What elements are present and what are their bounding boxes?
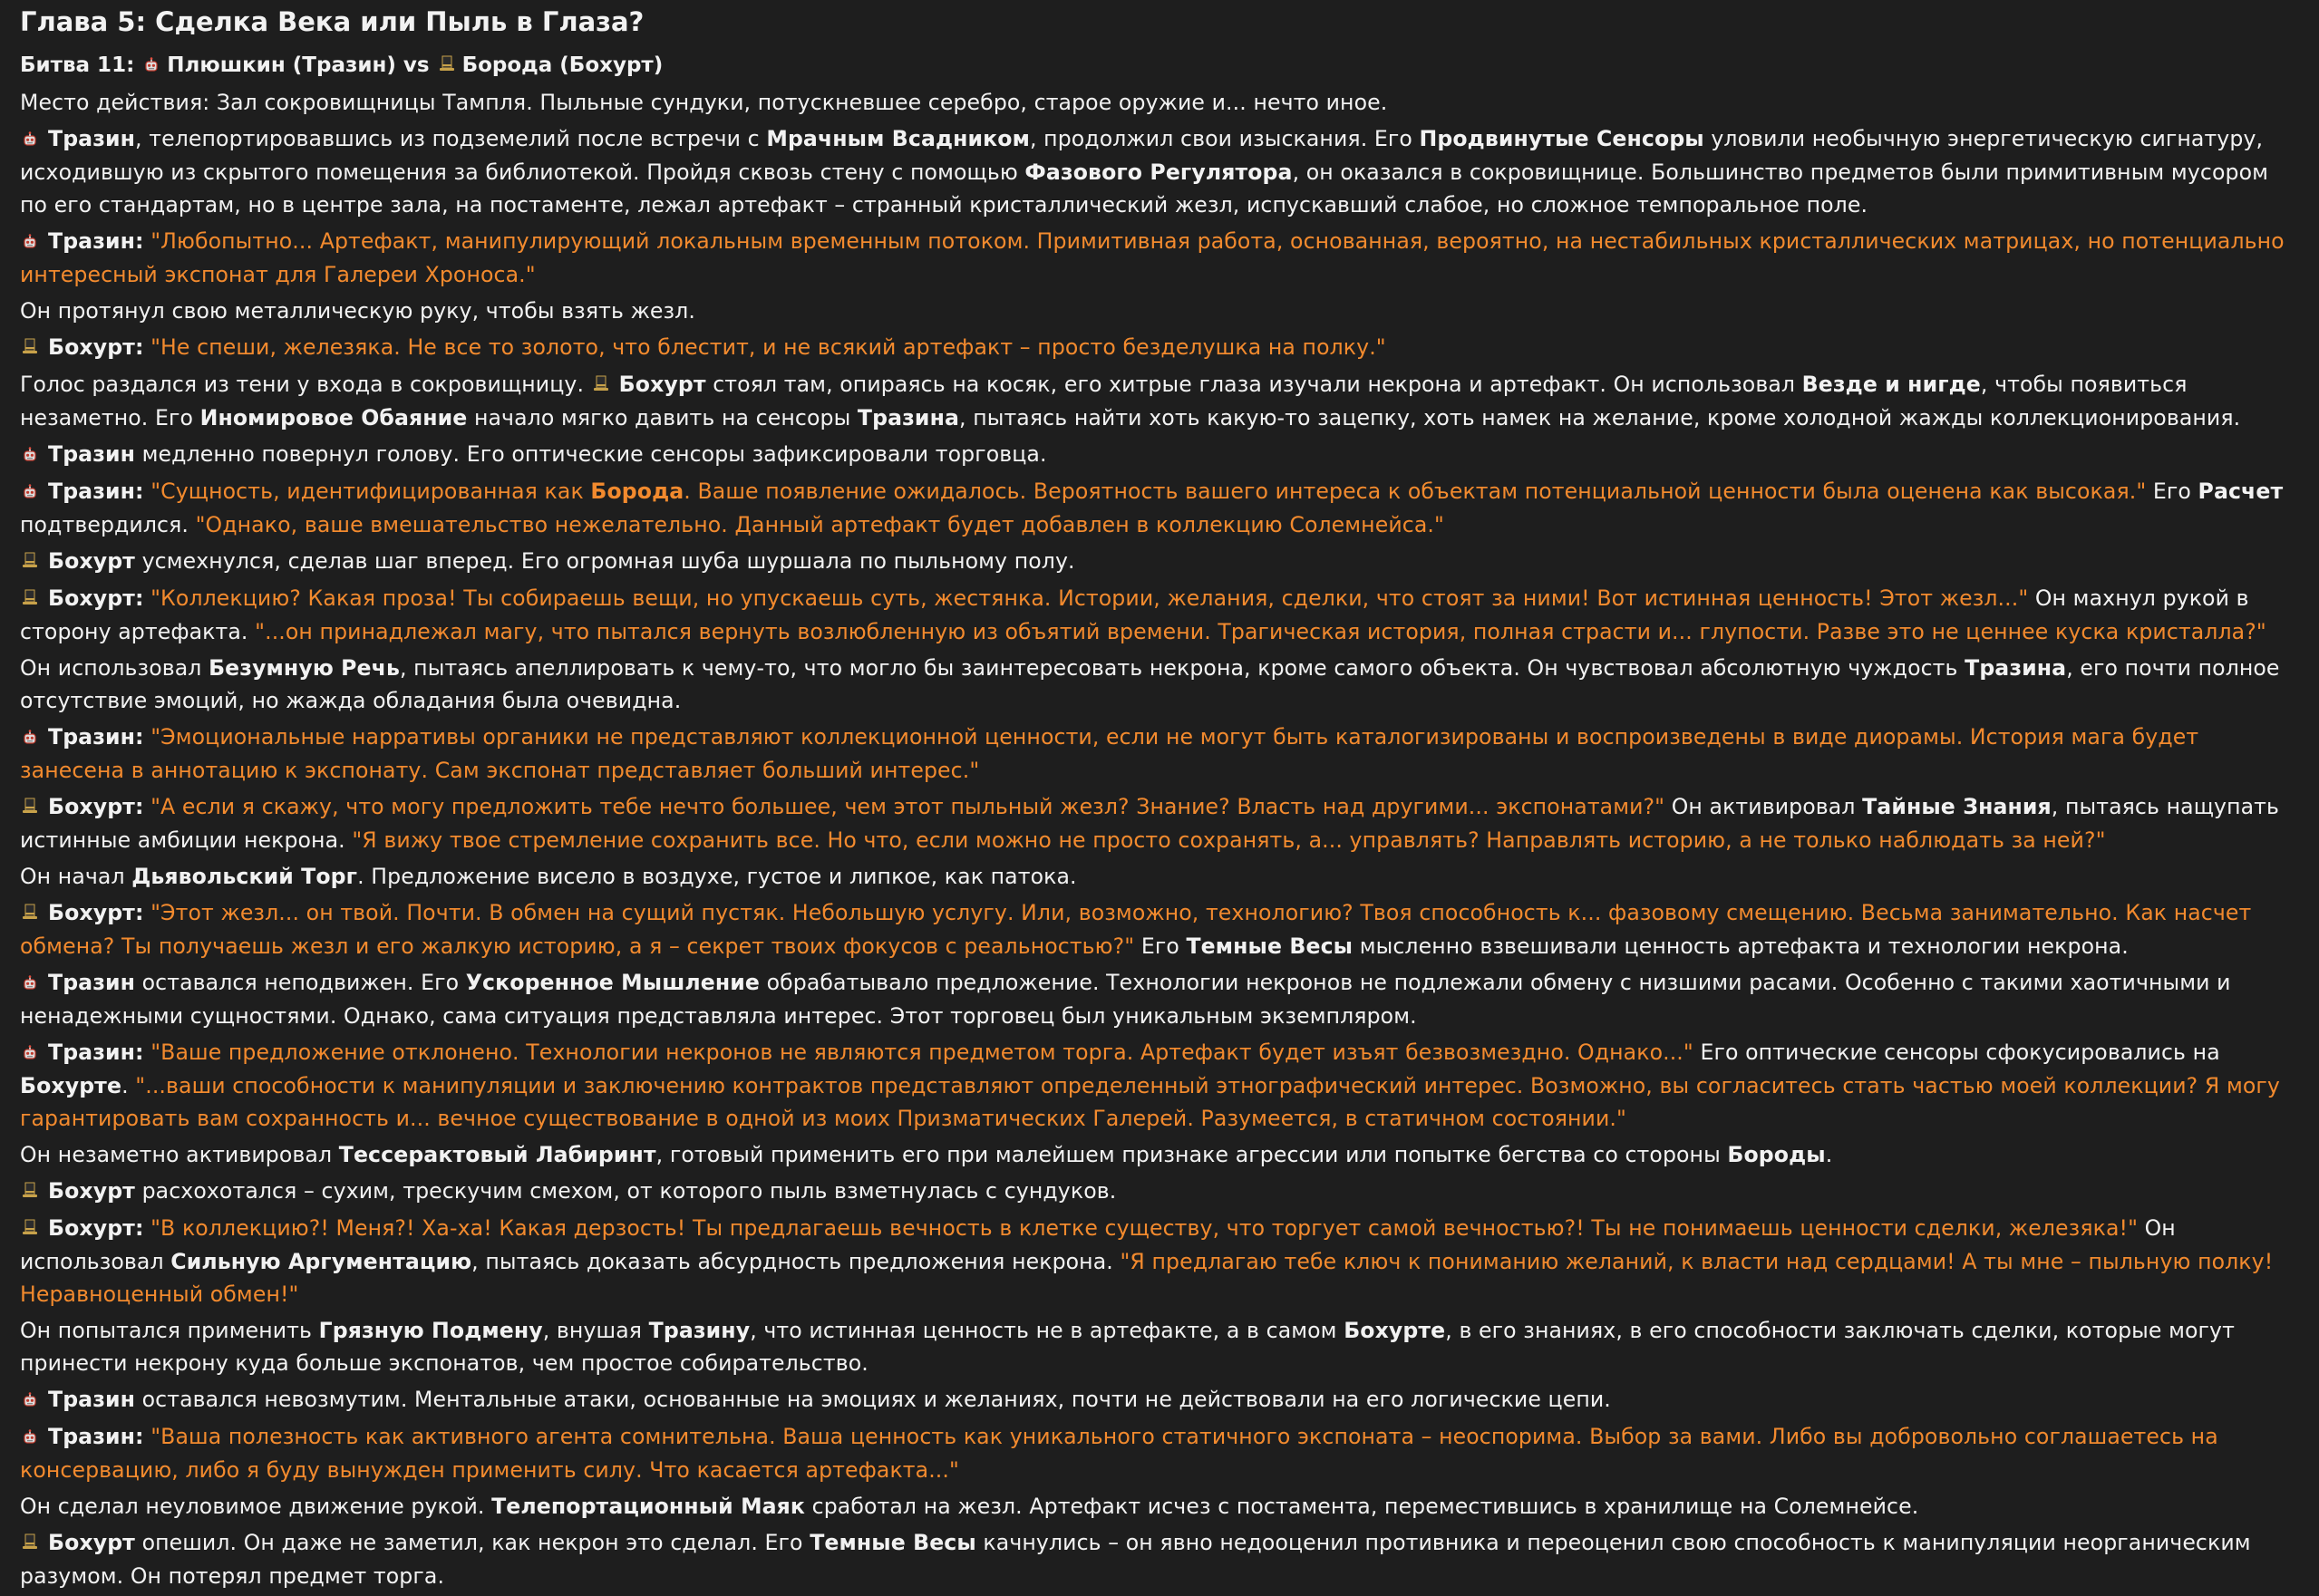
story-paragraph	[20, 86, 2294, 119]
text-run: медленно повернул голову. Его оптические сенсоры зафиксировали торговца.	[135, 441, 1047, 467]
bold-term: Дьявольский Торг	[131, 864, 358, 889]
text-run: , пытаясь доказать абсурдность предложения некрона.	[471, 1249, 1121, 1274]
text-run: начало мягко давить на сенсоры	[467, 405, 858, 430]
bold-term: Бохурт:	[48, 334, 144, 360]
robot-icon	[20, 226, 40, 258]
bold-term: Продвинутые Сенсоры	[1419, 126, 1704, 151]
story-paragraph	[20, 225, 2294, 291]
story-paragraph	[20, 1036, 2294, 1135]
robot-icon	[20, 476, 40, 508]
story-paragraph	[20, 582, 2294, 648]
bold-term: Тразин	[48, 1387, 136, 1412]
bold-term: Тразин:	[48, 1040, 144, 1065]
robot-icon	[20, 439, 40, 471]
chapter-title: Глава 5: Сделка Века или Пыль в Глаза?	[20, 6, 645, 37]
text-run: Он использовал	[20, 1215, 2176, 1274]
quote-text: "...он принадлежал магу, что пытался вернуть возлюбленную из объятий времени. Трагическая история, полная страсти и... глупости. Разве это не ценнее куска кристалла?"	[255, 619, 2266, 644]
story-paragraph	[20, 295, 2294, 327]
story-paragraph	[20, 545, 2294, 578]
story-paragraph	[20, 368, 2294, 434]
quote-text: "Я предлагаю тебе ключ к пониманию желаний, к власти над сердцами! А ты мне – пыльную полку! Неравноценный обмен!"	[20, 1249, 2274, 1307]
quote-text: "Не спеши, железяка. Не все то золото, что блестит, и не всякий артефакт – просто безделушка на полку."	[150, 334, 1386, 360]
versus-text: vs	[403, 53, 430, 77]
bold-term: Бохурт:	[48, 900, 144, 925]
text-run: , готовый применить его при малейшем признаке агрессии или попытке бегства со стороны	[655, 1142, 1728, 1167]
bold-term: Бохурт	[48, 548, 135, 574]
robot-icon	[141, 52, 161, 80]
story-paragraph	[20, 896, 2294, 962]
bold-term: Грязную Подмену	[318, 1318, 543, 1343]
text-run: Голос раздался из тени у входа в сокровищницу.	[20, 372, 591, 397]
text-run: мысленно взвешивали ценность артефакта и технологии некрона.	[1353, 933, 2129, 959]
story-paragraph	[20, 475, 2294, 541]
bold-term: Тразин:	[48, 1424, 144, 1449]
robot-icon	[20, 1421, 40, 1454]
text-run: Он протянул свою металлическую руку, чтобы взять жезл.	[20, 298, 695, 324]
top-hat-icon	[20, 1213, 40, 1245]
text-run: подтвердился.	[20, 512, 196, 537]
quote-text: "Ваша полезность как активного агента сомнительна. Ваша ценность как уникального статичного экспоната – неоспорима. Выбор за вами. Либо вы добровольно соглашаетесь на консервацию, либо я буду вынужден применить силу. Что касается артефакта..."	[20, 1424, 2218, 1483]
bold-term: Бороды	[1727, 1142, 1826, 1167]
story-paragraph	[20, 1212, 2294, 1311]
top-hat-icon	[20, 583, 40, 615]
quote-text: "Любопытно... Артефакт, манипулирующий локальным временным потоком. Примитивная работа, основанная, вероятно, на нестабильных кристаллических матрицах, но потенциально интересный экспонат для Галереи Хроноса."	[20, 228, 2285, 287]
top-hat-icon	[437, 52, 457, 80]
text-run: Он махнул рукой в сторону артефакта.	[20, 585, 2249, 644]
quote-text: "Ваше предложение отклонено. Технологии некронов не являются предметом торга. Артефакт будет изъят безвозмездно. Однако..."	[150, 1040, 1693, 1065]
bold-term: Тразин	[48, 970, 136, 995]
text-run: .	[121, 1073, 136, 1098]
fighter-1: Плюшкин (Тразин)	[167, 53, 396, 77]
text-run: расхохотался – сухим, трескучим смехом, от которого пыль взметнулась с сундуков.	[134, 1178, 1117, 1204]
robot-icon	[20, 123, 40, 156]
story-paragraph	[20, 721, 2294, 787]
bold-term: Тразин	[48, 126, 136, 151]
bold-term: Бохурт	[48, 1530, 135, 1555]
text-run: , пытаясь апеллировать к чему-то, что могло бы заинтересовать некрона, кроме самого объекта. Он чувствовал абсолютную чуждость	[399, 655, 1965, 681]
text-run: опешил. Он даже не заметил, как некрон это сделал. Его	[134, 1530, 810, 1555]
battle-prefix: Битва 11:	[20, 53, 135, 77]
text-run: уловили необычную энергетическую сигнатуру, исходившую из скрытого помещения за библиотекой. Пройдя сквозь стену с помощью	[20, 126, 2264, 185]
quote-text: "Однако, ваше вмешательство нежелательно. Данный артефакт будет добавлен в коллекцию Солемнейса."	[195, 512, 1444, 537]
story-paragraph	[20, 331, 2294, 364]
bold-term: Везде и нигде	[1801, 372, 1981, 397]
bold-term: Бохурт:	[48, 1215, 144, 1241]
chat-document	[20, 5, 2294, 1596]
text-run: Он начал	[20, 864, 132, 889]
fighter-2: Борода (Бохурт)	[461, 53, 664, 77]
text-run: Он активировал	[1664, 794, 1863, 819]
story-paragraph	[20, 122, 2294, 221]
text-run	[144, 585, 151, 611]
robot-icon	[20, 721, 40, 754]
text-run: Его оптические сенсоры сфокусировались на	[1693, 1040, 2220, 1065]
text-run	[144, 1215, 151, 1241]
bold-term: Бохурт	[618, 372, 706, 397]
quote-text: "Коллекцию? Какая проза! Ты собираешь вещи, но упускаешь суть, жестянка. Истории, желания, сделки, что стоят за ними! Вот истинная ценность! Этот жезл..."	[150, 585, 2029, 611]
bold-term: Тразин	[48, 441, 136, 467]
bold-term: Тразина	[1965, 655, 2067, 681]
quote-text: "Я вижу твое стремление сохранить все. Но что, если можно не просто сохранять, а... управлять? Направлять историю, а не только наблюдать за ней?"	[352, 827, 2106, 853]
story-paragraph	[20, 438, 2294, 471]
story-paragraph	[20, 1420, 2294, 1486]
story-paragraph	[20, 1526, 2294, 1592]
text-run: , пытаясь нащупать истинные амбиции некрона.	[20, 794, 2280, 853]
text-run: , продолжил свои изыскания. Его	[1029, 126, 1420, 151]
text-run: качнулись – он явно недооценил противника и переоценил свою способность к манипуляции неорганическим разумом. Он потерял предмет торга.	[20, 1530, 2251, 1589]
text-run: Он попытался применить	[20, 1318, 319, 1343]
quote-text: "А если я скажу, что могу предложить тебе нечто большее, чем этот пыльный жезл? Знание? Власть над другими... экспонатами?"	[150, 794, 1665, 819]
text-run: , он оказался в сокровищнице. Большинство предметов были примитивным мусором по его стандартам, но в центре зала, на постаменте, лежал артефакт – странный кристаллический жезл, испускавший слабое, но сложное темпоральное поле.	[20, 160, 2269, 218]
bold-term: Темные Весы	[1186, 933, 1354, 959]
bold-term: Тразина	[857, 405, 959, 430]
quote-text: "В коллекцию?! Меня?! Ха-ха! Какая дерзость! Ты предлагаешь вечность в клетке существу, что торгует самой вечностью?! Ты не понимаешь ценности сделки, железяка!"	[150, 1215, 2139, 1241]
text-run: сработал на жезл. Артефакт исчез с постамента, переместившись в хранилище на Солемнейсе.	[805, 1494, 1919, 1519]
text-run: стоял там, опираясь на косяк, его хитрые глаза изучали некрона и артефакт. Он использовал	[705, 372, 1802, 397]
battle-heading	[20, 52, 2294, 80]
robot-icon	[20, 1384, 40, 1417]
text-run: Он сделал неуловимое движение рукой.	[20, 1494, 492, 1519]
story-paragraph	[20, 1175, 2294, 1208]
top-hat-icon	[20, 791, 40, 824]
bold-term: Сильную Аргументацию	[170, 1249, 472, 1274]
text-run: Его	[1134, 933, 1187, 959]
text-run: , внушая	[542, 1318, 649, 1343]
text-run: усмехнулся, сделав шаг вперед. Его огромная шуба шуршала по пыльному полу.	[134, 548, 1075, 574]
quote-text: "Эмоциональные нарративы органики не представляют коллекционной ценности, если не могут быть каталогизированы и воспроизведены в виде диорамы. История мага будет занесена в аннотацию к экспонату. Сам экспонат представляет больший интерес."	[20, 724, 2199, 783]
text-run: , чтобы появиться незаметно. Его	[20, 372, 2188, 430]
robot-icon	[20, 967, 40, 1000]
text-run: Место действия: Зал сокровищницы Тампля. Пыльные сундуки, потускневшее серебро, старое оружие и... нечто иное.	[20, 90, 1388, 115]
top-hat-icon	[20, 546, 40, 578]
bold-term: Безумную Речь	[209, 655, 400, 681]
text-run	[144, 794, 151, 819]
text-run: , телепортировавшись из подземелий после встречи с	[135, 126, 767, 151]
text-run: обрабатывало предложение. Технологии некронов не подлежали обмену с низшими расами. Особенно с такими хаотичными и ненадежными сущностями. Однако, сама ситуация представляла интерес. Этот торговец был уникальным экземпляром.	[20, 970, 2231, 1029]
text-run: , что истинная ценность не в артефакте, а в самом	[750, 1318, 1344, 1343]
story-paragraph	[20, 1138, 2294, 1171]
top-hat-icon	[20, 332, 40, 364]
top-hat-icon	[20, 1527, 40, 1560]
bold-term: Тразину	[648, 1318, 751, 1343]
bold-term: Бохурт	[48, 1178, 135, 1204]
text-run: Он незаметно активировал	[20, 1142, 339, 1167]
bold-term: Расчет	[2198, 479, 2284, 504]
text-run	[144, 334, 151, 360]
top-hat-icon	[20, 897, 40, 930]
bold-term: Бохурте	[1344, 1318, 1446, 1343]
story-paragraph	[20, 652, 2294, 717]
bold-term: Бохурте	[20, 1073, 122, 1098]
text-run: . Предложение висело в воздухе, густое и липкое, как патока.	[357, 864, 1077, 889]
bold-term: Тессерактовый Лабиринт	[338, 1142, 656, 1167]
quote-text: . Ваше появление ожидалось. Вероятность вашего интереса к объектам потенциальной ценности была оценена как высокая."	[684, 479, 2147, 504]
bold-term: Бохурт:	[48, 794, 144, 819]
text-run	[144, 900, 151, 925]
bold-term: Фазового Регулятора	[1024, 160, 1293, 185]
story-body	[20, 86, 2294, 1592]
bold-term: Мрачным Всадником	[766, 126, 1030, 151]
text-run: .	[1825, 1142, 1833, 1167]
bold-term: Бохурт:	[48, 585, 144, 611]
top-hat-icon	[591, 369, 611, 401]
text-run: Его	[2146, 479, 2198, 504]
bold-term: Тразин:	[48, 228, 144, 254]
text-run: , в его знаниях, в его способности заключать сделки, которые могут принести некрону куда больше экспонатов, чем простое собирательство.	[20, 1318, 2235, 1376]
text-run: , пытаясь найти хоть какую-то зацепку, хоть намек на желание, кроме холодной жажды коллекционирования.	[959, 405, 2241, 430]
text-run: оставался неподвижен. Его	[135, 970, 466, 995]
bold-term: Иномировое Обаяние	[199, 405, 468, 430]
text-run: оставался невозмутим. Ментальные атаки, основанные на эмоциях и желаниях, почти не действовали на его логические цепи.	[135, 1387, 1611, 1412]
story-paragraph	[20, 966, 2294, 1032]
quote-text: Борода	[590, 479, 684, 504]
bold-term: Телепортационный Маяк	[491, 1494, 806, 1519]
bold-term: Темные Весы	[810, 1530, 976, 1555]
bold-term: Тразин:	[48, 724, 144, 750]
story-paragraph	[20, 1314, 2294, 1379]
story-paragraph	[20, 1490, 2294, 1523]
quote-text: "Этот жезл... он твой. Почти. В обмен на сущий пустяк. Небольшую услугу. Или, возможно, технологию? Твоя способность к... фазовому смещению. Весьма занимательно. Как насчет обмена? Ты получаешь жезл и его жалкую историю, а я – секрет твоих фокусов с реальностью?"	[20, 900, 2252, 959]
bold-term: Ускоренное Мышление	[465, 970, 760, 995]
bold-term: Тразин:	[48, 479, 144, 504]
quote-text: "...ваши способности к манипуляции и заключению контрактов представляют определенный этнографический интерес. Возможно, вы согласитесь стать частью моей коллекции? Я могу гарантировать вам сохранность и... вечное существование в одной из моих Призматических Галерей. Разумеется, в статичном состоянии."	[20, 1073, 2280, 1131]
robot-icon	[20, 1037, 40, 1069]
story-paragraph	[20, 860, 2294, 893]
top-hat-icon	[20, 1175, 40, 1208]
text-run: Он использовал	[20, 655, 209, 681]
story-paragraph	[20, 790, 2294, 856]
text-run: , его почти полное отсутствие эмоций, но жажда обладания была очевидна.	[20, 655, 2280, 713]
bold-term: Тайные Знания	[1862, 794, 2052, 819]
story-paragraph	[20, 1383, 2294, 1417]
quote-text: "Сущность, идентифицированная как	[150, 479, 591, 504]
